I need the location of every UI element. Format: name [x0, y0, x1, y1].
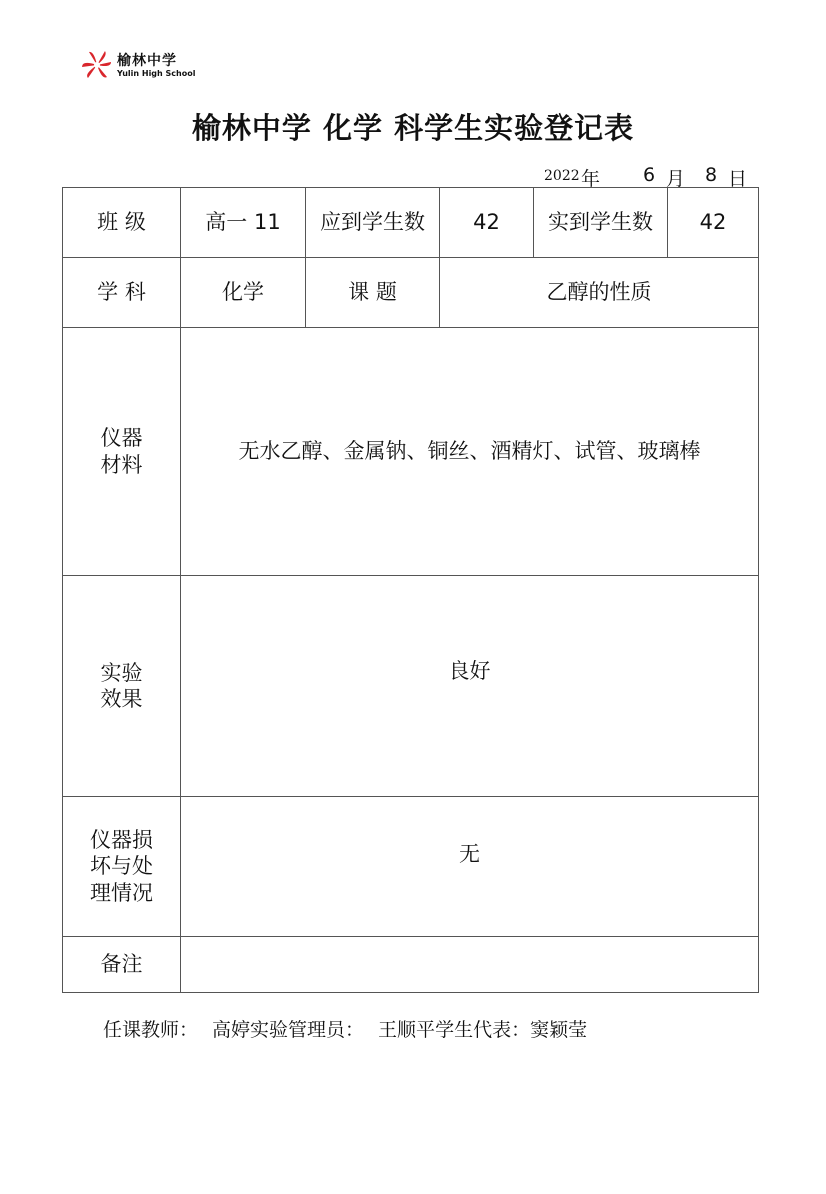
table-row	[63, 188, 759, 258]
materials-label: 仪器 材料	[63, 328, 181, 576]
topic-value: 乙醇的性质	[440, 258, 759, 328]
damage-label: 仪器损 坏与处 理情况	[63, 797, 181, 937]
logo-english-name: Yulin High School	[117, 69, 196, 78]
logo-chinese-name: 榆林中学	[117, 53, 177, 69]
table-row	[63, 328, 759, 576]
date-year: 2022	[544, 168, 580, 184]
table-row	[63, 576, 759, 797]
school-emblem-icon	[80, 48, 114, 82]
student-label: 学生代表：	[435, 1019, 531, 1041]
class-value: 高一 11	[181, 188, 306, 258]
admin-label: 实验管理员：	[250, 1019, 365, 1041]
actual-students-value: 42	[668, 188, 759, 258]
topic-label: 课 题	[306, 258, 440, 328]
remarks-label: 备注	[63, 937, 181, 993]
date-day: 8	[705, 164, 718, 186]
date-year-unit: 年	[581, 168, 601, 190]
damage-value: 无	[181, 797, 759, 937]
teacher-name: 高婷	[212, 1019, 251, 1041]
effect-label: 实验 效果	[63, 576, 181, 797]
table-row	[63, 258, 759, 328]
date-month: 6	[643, 164, 656, 186]
table-row	[63, 937, 759, 993]
table-row	[63, 797, 759, 937]
expected-students-value: 42	[440, 188, 534, 258]
actual-students-label: 实到学生数	[534, 188, 668, 258]
experiment-register-table	[62, 187, 759, 993]
teacher-label: 任课教师：	[103, 1019, 199, 1041]
admin-name: 王顺平	[378, 1019, 436, 1041]
effect-value: 良好	[181, 576, 759, 797]
class-label: 班 级	[63, 188, 181, 258]
page-title: 榆林中学 化学 科学生实验登记表	[191, 111, 635, 145]
expected-students-label: 应到学生数	[306, 188, 440, 258]
materials-value: 无水乙醇、金属钠、铜丝、酒精灯、试管、玻璃棒	[181, 328, 759, 576]
date-month-unit: 月	[666, 168, 686, 190]
subject-value: 化学	[181, 258, 306, 328]
student-name: 窦颖莹	[530, 1019, 588, 1041]
school-logo	[80, 48, 210, 84]
remarks-value	[181, 937, 759, 993]
date-day-unit: 日	[728, 168, 748, 190]
subject-label: 学 科	[63, 258, 181, 328]
signature-line	[103, 1015, 587, 1042]
